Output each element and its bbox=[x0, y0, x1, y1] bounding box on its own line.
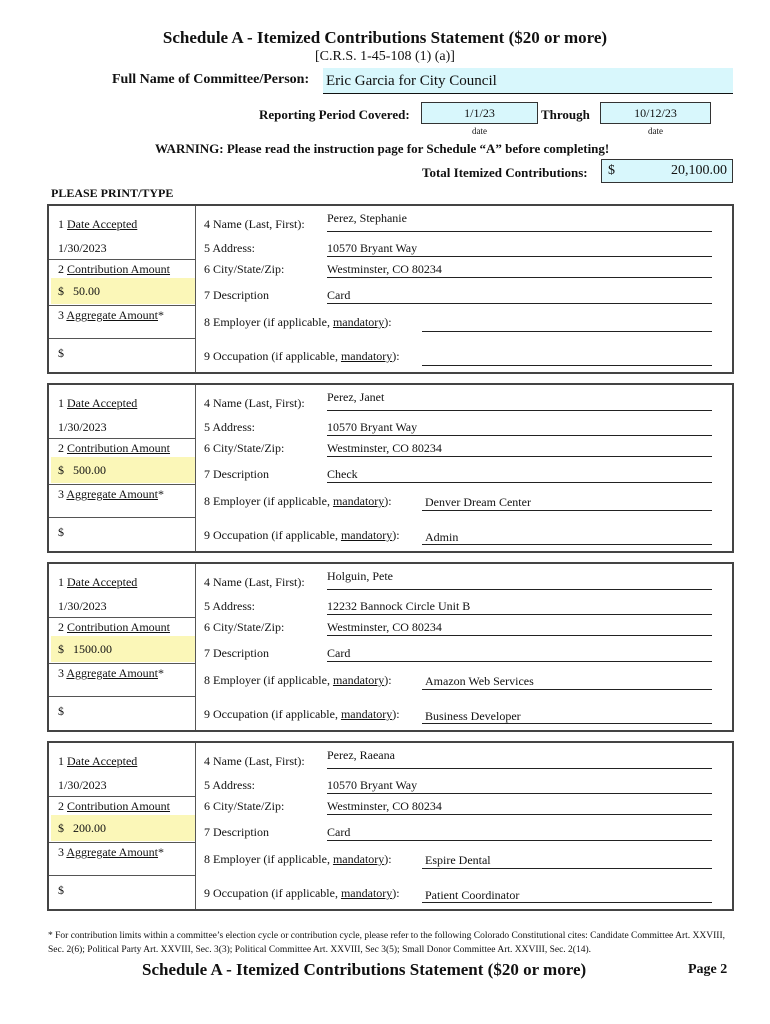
amount-currency: $ bbox=[58, 463, 64, 477]
row-divider bbox=[49, 663, 195, 664]
description-label: 7 Description bbox=[204, 288, 269, 302]
amount-currency: $ bbox=[58, 821, 64, 835]
occupation-underline bbox=[422, 365, 712, 366]
city-underline bbox=[327, 277, 712, 278]
row-divider bbox=[49, 259, 195, 260]
contributor-occupation[interactable]: Business Developer bbox=[425, 709, 521, 723]
employer-underline bbox=[422, 510, 712, 511]
address-underline bbox=[327, 614, 712, 615]
city-label: 6 City/State/Zip: bbox=[204, 262, 285, 276]
contribution-entry bbox=[47, 204, 734, 374]
period-end-field[interactable]: 10/12/23 bbox=[600, 102, 711, 124]
address-label: 5 Address: bbox=[204, 778, 255, 792]
contributor-city[interactable]: Westminster, CO 80234 bbox=[327, 262, 442, 276]
occupation-label: 9 Occupation (if applicable, mandatory): bbox=[204, 528, 400, 542]
row-divider bbox=[49, 617, 195, 618]
occupation-label: 9 Occupation (if applicable, mandatory): bbox=[204, 707, 400, 721]
city-label: 6 City/State/Zip: bbox=[204, 441, 285, 455]
contribution-amount-label: 2 Contribution Amount bbox=[58, 262, 171, 276]
contributor-employer[interactable]: Amazon Web Services bbox=[425, 674, 534, 688]
aggregate-label: 3 Aggregate Amount* bbox=[58, 487, 164, 501]
amount-currency: $ bbox=[58, 284, 64, 298]
employer-underline bbox=[422, 689, 712, 690]
contributor-name[interactable]: Holguin, Pete bbox=[327, 569, 393, 583]
address-underline bbox=[327, 435, 712, 436]
full-name-field[interactable]: Eric Garcia for City Council bbox=[323, 68, 733, 94]
row-divider bbox=[49, 875, 195, 876]
city-label: 6 City/State/Zip: bbox=[204, 620, 285, 634]
contribution-amount-value[interactable]: 1500.00 bbox=[73, 642, 112, 656]
description-label: 7 Description bbox=[204, 646, 269, 660]
contribution-amount-label: 2 Contribution Amount bbox=[58, 620, 171, 634]
name-label: 4 Name (Last, First): bbox=[204, 575, 305, 589]
contributor-city[interactable]: Westminster, CO 80234 bbox=[327, 799, 442, 813]
contributor-occupation[interactable]: Patient Coordinator bbox=[425, 888, 520, 902]
row-divider bbox=[49, 438, 195, 439]
total-amount: 20,100.00 bbox=[671, 163, 727, 178]
row-divider bbox=[49, 696, 195, 697]
city-underline bbox=[327, 814, 712, 815]
contributor-address[interactable]: 10570 Bryant Way bbox=[327, 420, 418, 434]
description-label: 7 Description bbox=[204, 825, 269, 839]
aggregate-currency: $ bbox=[58, 883, 64, 897]
column-divider bbox=[195, 206, 196, 372]
date-accepted-value[interactable]: 1/30/2023 bbox=[58, 778, 107, 792]
column-divider bbox=[195, 385, 196, 551]
aggregate-label: 3 Aggregate Amount* bbox=[58, 308, 164, 322]
period-end-caption: date bbox=[648, 126, 663, 136]
city-underline bbox=[327, 456, 712, 457]
contributor-city[interactable]: Westminster, CO 80234 bbox=[327, 441, 442, 455]
total-contributions-label: Total Itemized Contributions: bbox=[422, 165, 588, 180]
date-accepted-label: 1 Date Accepted bbox=[58, 396, 138, 410]
name-label: 4 Name (Last, First): bbox=[204, 396, 305, 410]
row-divider bbox=[49, 796, 195, 797]
aggregate-currency: $ bbox=[58, 346, 64, 360]
address-label: 5 Address: bbox=[204, 241, 255, 255]
date-accepted-label: 1 Date Accepted bbox=[58, 575, 138, 589]
contribution-description[interactable]: Card bbox=[327, 825, 351, 839]
aggregate-currency: $ bbox=[58, 704, 64, 718]
warning-text: WARNING: Please read the instruction page for Schedule “A” before completing! bbox=[155, 141, 610, 156]
date-accepted-value[interactable]: 1/30/2023 bbox=[58, 420, 107, 434]
page-number: Page 2 bbox=[688, 962, 728, 977]
total-currency: $ bbox=[608, 163, 615, 178]
address-label: 5 Address: bbox=[204, 599, 255, 613]
name-underline bbox=[327, 768, 712, 769]
footer-title: Schedule A - Itemized Contributions Statement ($20 or more) bbox=[142, 960, 587, 979]
contributor-address[interactable]: 10570 Bryant Way bbox=[327, 241, 418, 255]
address-underline bbox=[327, 793, 712, 794]
contributor-address[interactable]: 12232 Bannock Circle Unit B bbox=[327, 599, 471, 613]
description-underline bbox=[327, 840, 712, 841]
date-accepted-value[interactable]: 1/30/2023 bbox=[58, 241, 107, 255]
contribution-entry bbox=[47, 562, 734, 732]
description-underline bbox=[327, 661, 712, 662]
through-label: Through bbox=[541, 107, 590, 122]
contribution-amount-label: 2 Contribution Amount bbox=[58, 799, 171, 813]
employer-label: 8 Employer (if applicable, mandatory): bbox=[204, 673, 392, 687]
contribution-amount-value[interactable]: 500.00 bbox=[73, 463, 106, 477]
address-underline bbox=[327, 256, 712, 257]
contributor-address[interactable]: 10570 Bryant Way bbox=[327, 778, 418, 792]
row-divider bbox=[49, 484, 195, 485]
row-divider bbox=[49, 842, 195, 843]
amount-currency: $ bbox=[58, 642, 64, 656]
contribution-amount-value[interactable]: 50.00 bbox=[73, 284, 100, 298]
contribution-amount-value[interactable]: 200.00 bbox=[73, 821, 106, 835]
date-accepted-label: 1 Date Accepted bbox=[58, 754, 138, 768]
aggregate-currency: $ bbox=[58, 525, 64, 539]
name-label: 4 Name (Last, First): bbox=[204, 754, 305, 768]
employer-label: 8 Employer (if applicable, mandatory): bbox=[204, 315, 392, 329]
contributor-employer[interactable]: Espire Dental bbox=[425, 853, 491, 867]
description-underline bbox=[327, 303, 712, 304]
contributor-city[interactable]: Westminster, CO 80234 bbox=[327, 620, 442, 634]
date-accepted-value[interactable]: 1/30/2023 bbox=[58, 599, 107, 613]
employer-label: 8 Employer (if applicable, mandatory): bbox=[204, 494, 392, 508]
period-start-caption: date bbox=[472, 126, 487, 136]
name-underline bbox=[327, 231, 712, 232]
period-start-field[interactable]: 1/1/23 bbox=[421, 102, 538, 124]
total-contributions-field[interactable] bbox=[601, 159, 733, 183]
city-label: 6 City/State/Zip: bbox=[204, 799, 285, 813]
name-underline bbox=[327, 410, 712, 411]
occupation-underline bbox=[422, 902, 712, 903]
contribution-entry bbox=[47, 383, 734, 553]
column-divider bbox=[195, 564, 196, 730]
name-label: 4 Name (Last, First): bbox=[204, 217, 305, 231]
footnote: * For contribution limits within a committee’s election cycle or contribution cycle, please refer to the following Colorado Constitutional cites: Candidate Committee Art. XXVIII, Sec. 2(6); Political Party Art. XXVIII, Sec. 3(3); Political Committee Art. XXVIII, Sec 3(5); Small Donor Committee Art. XXVIII, Sec. 2(14). bbox=[48, 931, 725, 955]
date-accepted-label: 1 Date Accepted bbox=[58, 217, 138, 231]
aggregate-label: 3 Aggregate Amount* bbox=[58, 845, 164, 859]
address-label: 5 Address: bbox=[204, 420, 255, 434]
statute-citation: [C.R.S. 1-45-108 (1) (a)] bbox=[315, 49, 455, 64]
employer-underline bbox=[422, 868, 712, 869]
description-underline bbox=[327, 482, 712, 483]
column-divider bbox=[195, 743, 196, 909]
full-name-label: Full Name of Committee/Person: bbox=[112, 72, 310, 87]
reporting-period-label: Reporting Period Covered: bbox=[259, 107, 410, 122]
row-divider bbox=[49, 338, 195, 339]
employer-underline bbox=[422, 331, 712, 332]
page-title: Schedule A - Itemized Contributions Statement ($20 or more) bbox=[162, 28, 608, 47]
contribution-entry bbox=[47, 741, 734, 911]
contributor-name[interactable]: Perez, Janet bbox=[327, 390, 385, 404]
print-type-label: PLEASE PRINT/TYPE bbox=[51, 186, 174, 200]
row-divider bbox=[49, 305, 195, 306]
contribution-description[interactable]: Check bbox=[327, 467, 358, 481]
contribution-amount-label: 2 Contribution Amount bbox=[58, 441, 171, 455]
contributor-name[interactable]: Perez, Stephanie bbox=[327, 211, 407, 225]
contributor-employer[interactable]: Denver Dream Center bbox=[425, 495, 531, 509]
contribution-description[interactable]: Card bbox=[327, 646, 351, 660]
aggregate-label: 3 Aggregate Amount* bbox=[58, 666, 164, 680]
contributor-name[interactable]: Perez, Raeana bbox=[327, 748, 395, 762]
occupation-label: 9 Occupation (if applicable, mandatory): bbox=[204, 349, 400, 363]
name-underline bbox=[327, 589, 712, 590]
employer-label: 8 Employer (if applicable, mandatory): bbox=[204, 852, 392, 866]
city-underline bbox=[327, 635, 712, 636]
contributor-occupation[interactable]: Admin bbox=[425, 530, 459, 544]
occupation-underline bbox=[422, 544, 712, 545]
occupation-label: 9 Occupation (if applicable, mandatory): bbox=[204, 886, 400, 900]
row-divider bbox=[49, 517, 195, 518]
occupation-underline bbox=[422, 723, 712, 724]
contribution-description[interactable]: Card bbox=[327, 288, 351, 302]
description-label: 7 Description bbox=[204, 467, 269, 481]
